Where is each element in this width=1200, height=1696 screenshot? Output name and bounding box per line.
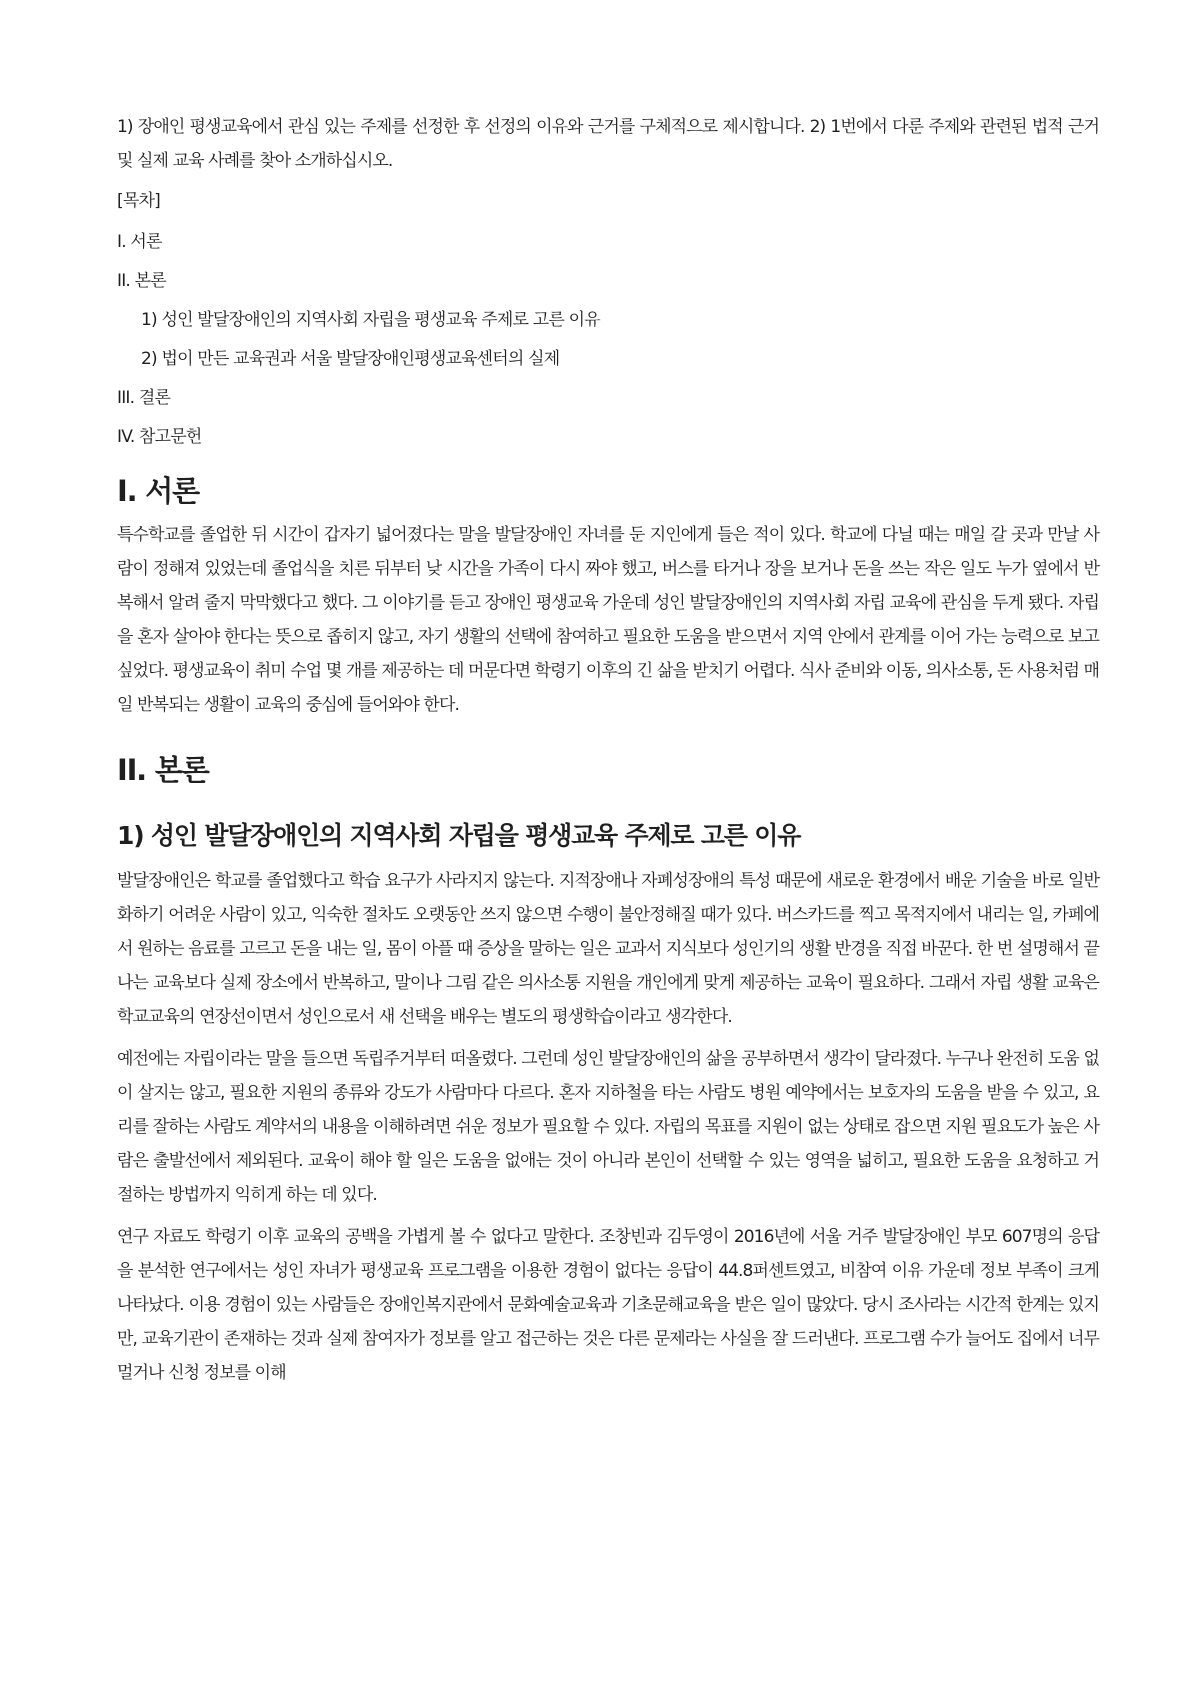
- toc-subitem-2: 2) 법이 만든 교육권과 서울 발달장애인평생교육센터의 실제: [141, 349, 560, 369]
- assignment-prompt: 1) 장애인 평생교육에서 관심 있는 주제를 선정한 후 선정의 이유와 근거를 구체적으로 제시합니다. 2) 1번에서 다룬 주제와 관련된 법적 근거 및 실제 교육 사례를 찾아 소개하십시오.: [117, 117, 1099, 171]
- toc-item-conclusion: III. 결론: [117, 388, 171, 408]
- toc-item-main-body: II. 본론: [117, 271, 166, 291]
- toc-heading: [목차]: [117, 191, 160, 211]
- subsection-heading: 1) 성인 발달장애인의 지역사회 자립을 평생교육 주제로 고른 이유: [117, 821, 801, 850]
- paragraph: 예전에는 자립이라는 말을 들으면 독립주거부터 떠올렸다. 그런데 성인 발달장애인의 삶을 공부하면서 생각이 달라졌다. 누구나 완전히 도움 없이 살지는 않고, 필요한 지원의 종류와 강도가 사람마다 다르다. 혼자 지하철을 타는 사람도 병원 예약에서는 보호자의 도움을 받을 수 있고, 요리를 잘하는 사람도 계약서의 내용을 이해하려면 쉬운 정보가 필요할 수 있다. 자립의 목표를 지원이 없는 상태로 잡으면 지원 필요도가 높은 사람은 출발선에서 제외된다. 교육이 해야 할 일은 도움을 없애는 것이 아니라 본인이 선택할 수 있는 영역을 넓히고, 필요한 도움을 요청하고 거절하는 방법까지 익히게 하는 데 있다.: [117, 1049, 1099, 1205]
- toc-item-introduction: I. 서론: [117, 232, 162, 252]
- document-body: [117, 110, 1099, 1398]
- toc-item-references: IV. 참고문헌: [117, 427, 202, 447]
- toc-subitem-1: 1) 성인 발달장애인의 지역사회 자립을 평생교육 주제로 고른 이유: [141, 310, 600, 330]
- paragraph: 특수학교를 졸업한 뒤 시간이 갑자기 넓어졌다는 말을 발달장애인 자녀를 둔 지인에게 들은 적이 있다. 학교에 다닐 때는 매일 갈 곳과 만날 사람이 정해져 있었는데 졸업식을 치른 뒤부터 낮 시간을 가족이 다시 짜야 했고, 버스를 타거나 장을 보거나 돈을 쓰는 작은 일도 누가 옆에서 반복해서 알려 줄지 막막했다고 했다. 그 이야기를 듣고 장애인 평생교육 가운데 성인 발달장애인의 지역사회 자립 교육에 관심을 두게 됐다. 자립을 혼자 살아야 한다는 뜻으로 좁히지 않고, 자기 생활의 선택에 참여하고 필요한 도움을 받으면서 지역 안에서 관계를 이어 가는 능력으로 보고 싶었다. 평생교육이 취미 수업 몇 개를 제공하는 데 머문다면 학령기 이후의 긴 삶을 받치기 어렵다. 식사 준비와 이동, 의사소통, 돈 사용처럼 매일 반복되는 생활이 교육의 중심에 들어와야 한다.: [117, 525, 1099, 715]
- paragraph: 연구 자료도 학령기 이후 교육의 공백을 가볍게 볼 수 없다고 말한다. 조창빈과 김두영이 2016년에 서울 거주 발달장애인 부모 607명의 응답을 분석한 연구에서는 성인 자녀가 평생교육 프로그램을 이용한 경험이 없다는 응답이 44.8퍼센트였고, 비참여 이유 가운데 정보 부족이 크게 나타났다. 이용 경험이 있는 사람들은 장애인복지관에서 문화예술교육과 기초문해교육을 받은 일이 많았다. 당시 조사라는 시간적 한계는 있지만, 교육기관이 존재하는 것과 실제 참여자가 정보를 알고 접근하는 것은 다른 문제라는 사실을 잘 드러낸다. 프로그램 수가 늘어도 집에서 너무 멀거나 신청 정보를 이해: [117, 1227, 1099, 1383]
- section-heading-main-body: II. 본론: [117, 753, 209, 787]
- table-of-contents: [117, 190, 1099, 448]
- paragraph: 발달장애인은 학교를 졸업했다고 학습 요구가 사라지지 않는다. 지적장애나 자폐성장애의 특성 때문에 새로운 환경에서 배운 기술을 바로 일반화하기 어려운 사람이 있고, 익숙한 절차도 오랫동안 쓰지 않으면 수행이 불안정해질 때가 있다. 버스카드를 찍고 목적지에서 내리는 일, 카페에서 원하는 음료를 고르고 돈을 내는 일, 몸이 아플 때 증상을 말하는 일은 교과서 지식보다 성인기의 생활 반경을 직접 바꾼다. 한 번 설명해서 끝나는 교육보다 실제 장소에서 반복하고, 말이나 그림 같은 의사소통 지원을 개인에게 맞게 제공하는 교육이 필요하다. 그래서 자립 생활 교육은 학교교육의 연장선이면서 성인으로서 새 선택을 배우는 별도의 평생학습이라고 생각한다.: [117, 871, 1099, 1027]
- section-heading-introduction: I. 서론: [117, 474, 199, 508]
